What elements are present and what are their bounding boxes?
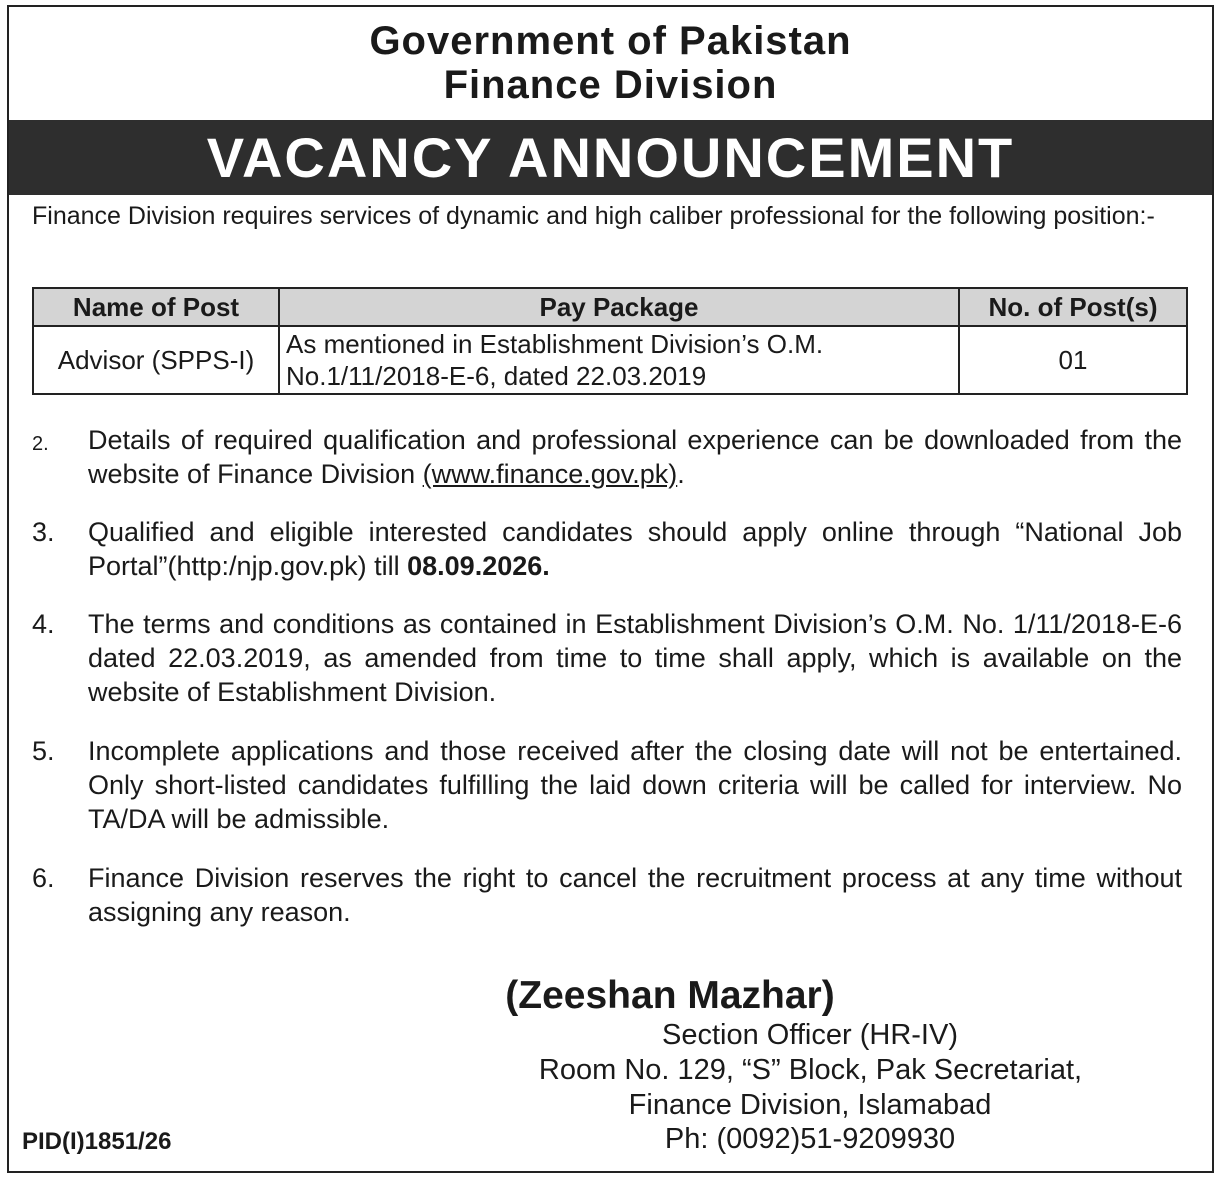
paragraph-number: 2. <box>32 433 49 455</box>
paragraph-number: 6. <box>32 863 55 893</box>
table-row <box>33 326 1187 394</box>
paragraph-number: 3. <box>32 517 55 547</box>
office-address-line-2: Finance Division, Islamabad <box>628 1089 992 1121</box>
paragraph-text: Qualified and eligible interested candidates should apply online through “National Job Portal”(http:/njp.gov.pk) till <box>88 517 1182 581</box>
post-name-cell: Advisor (SPPS-I) <box>33 326 279 394</box>
vacancy-banner: VACANCY ANNOUNCEMENT <box>9 120 1212 195</box>
paragraph-text: Details of required qualification and professional experience can be downloaded from the website of Finance Division <box>88 425 1182 489</box>
pay-package-line-1: As mentioned in Establishment Division’s O.M. <box>286 329 824 359</box>
closing-date: 08.09.2026. <box>407 551 550 581</box>
paragraph-number: 5. <box>32 736 55 766</box>
signatory-designation: Section Officer (HR-IV) <box>662 1019 958 1051</box>
signatory-name: (Zeeshan Mazhar) <box>505 974 835 1017</box>
pid-number: PID(I)1851/26 <box>22 1128 172 1155</box>
office-address-line-1: Room No. 129, “S” Block, Pak Secretariat, <box>538 1054 1083 1086</box>
posts-table <box>32 287 1188 395</box>
finance-website-link[interactable]: (www.finance.gov.pk) <box>422 459 678 489</box>
division-title: Finance Division <box>443 63 778 107</box>
paragraph-2 <box>32 423 1182 491</box>
header <box>9 7 1212 120</box>
post-count-cell: 01 <box>959 326 1187 394</box>
header-name-of-post: Name of Post <box>33 288 279 326</box>
paragraph-3 <box>32 515 1182 583</box>
header-pay-package: Pay Package <box>279 288 959 326</box>
paragraph-tail: . <box>677 459 685 489</box>
pay-package-line-2: No.1/11/2018-E-6, dated 22.03.2019 <box>286 361 707 391</box>
paragraph-4 <box>32 607 1182 709</box>
paragraph-text: Incomplete applications and those received after the closing date will not be entertained. Only short-listed candidates fulfilling the laid down criteria will be called for interview. No TA/DA will be admissible. <box>88 736 1182 834</box>
header-no-of-posts: No. of Post(s) <box>959 288 1187 326</box>
paragraph-text: The terms and conditions as contained in Establishment Division’s O.M. No. 1/11/2018-E-6 dated 22.03.2019, as amended from time to time shall apply, which is available on the website of Establishment Division. <box>88 609 1182 707</box>
office-phone: Ph: (0092)51-9209930 <box>664 1123 956 1155</box>
paragraph-6 <box>32 861 1182 929</box>
table-header-row <box>33 288 1187 326</box>
government-title: Government of Pakistan <box>369 19 852 63</box>
pay-package-cell <box>279 326 959 394</box>
paragraph-number: 4. <box>32 609 55 639</box>
paragraph-5 <box>32 734 1182 836</box>
intro-text: Finance Division requires services of dynamic and high caliber professional for the following position:- <box>32 202 1155 230</box>
paragraph-text: Finance Division reserves the right to cancel the recruitment process at any time without assigning any reason. <box>88 863 1182 927</box>
